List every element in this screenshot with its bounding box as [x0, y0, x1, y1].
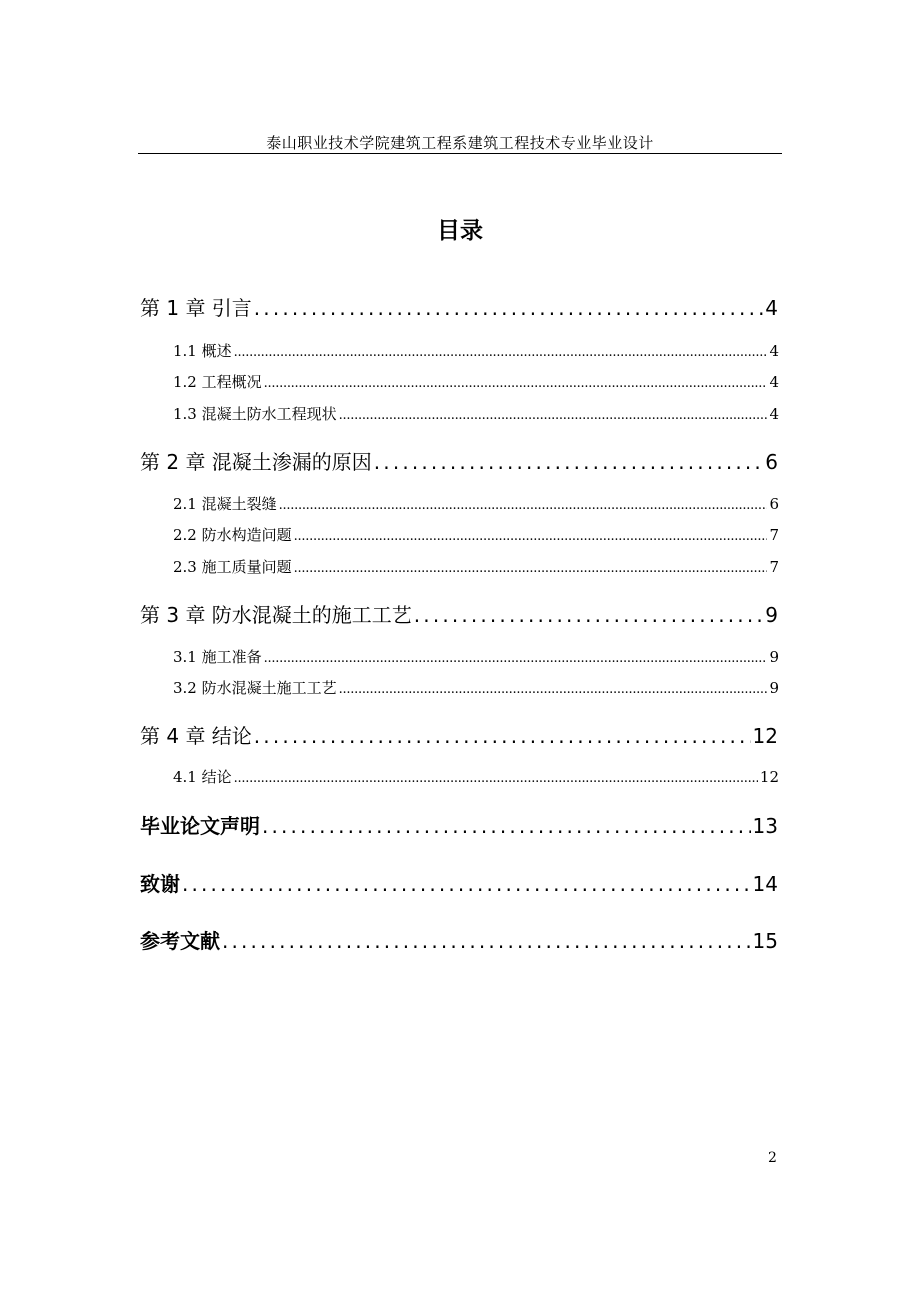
toc-entry-3-2[interactable]	[173, 677, 779, 698]
toc-entry-page: 14	[752, 872, 778, 896]
toc-leader-dots	[294, 561, 768, 576]
toc-leader-dots	[374, 450, 763, 474]
toc-title: 目录	[437, 218, 483, 244]
header-rule	[138, 153, 782, 154]
running-header: 泰山职业技术学院建筑工程系建筑工程技术专业毕业设计	[266, 134, 654, 152]
toc-entry-2-2[interactable]	[173, 524, 779, 545]
toc-entry-label: 3.1 施工准备	[173, 648, 262, 666]
toc-entry-page: 15	[752, 929, 778, 953]
toc-entry-page: 13	[752, 814, 778, 838]
toc-leader-dots	[234, 771, 758, 786]
toc-leader-dots	[414, 603, 763, 627]
toc-leader-dots	[279, 498, 768, 513]
toc-entry-label: 4.1 结论	[173, 768, 232, 786]
toc-leader-dots	[262, 814, 751, 838]
toc-entry-label: 1.2 工程概况	[173, 373, 262, 391]
toc-entry-label: 毕业论文声明	[140, 814, 260, 838]
toc-leader-dots	[254, 296, 763, 320]
toc-leader-dots	[254, 724, 751, 748]
toc-entry-page: 4	[769, 405, 779, 423]
toc-leader-dots	[339, 682, 768, 697]
toc-entry-label: 2.1 混凝土裂缝	[173, 495, 277, 513]
toc-entry-3-1[interactable]	[173, 646, 779, 667]
toc-leader-dots	[222, 929, 751, 953]
toc-entry-acknowledgements[interactable]	[140, 868, 778, 897]
toc-entry-page: 7	[769, 526, 779, 544]
toc-entry-page: 6	[765, 450, 778, 474]
toc-entry-label: 第 1 章 引言	[140, 296, 252, 320]
toc-entry-label: 2.2 防水构造问题	[173, 526, 292, 544]
toc-leader-dots	[339, 408, 768, 423]
toc-entry-label: 致谢	[140, 872, 180, 896]
toc-entry-label: 2.3 施工质量问题	[173, 558, 292, 576]
toc-leader-dots	[264, 651, 768, 666]
toc-entry-label: 第 3 章 防水混凝土的施工工艺	[140, 603, 412, 627]
toc-entry-chapter-4[interactable]	[140, 720, 778, 749]
toc-entry-label: 3.2 防水混凝土施工工艺	[173, 679, 337, 697]
toc-entry-declaration[interactable]	[140, 810, 778, 839]
toc-entry-label: 参考文献	[140, 929, 220, 953]
toc-entry-label: 1.3 混凝土防水工程现状	[173, 405, 337, 423]
toc-leader-dots	[234, 345, 768, 360]
toc-leader-dots	[182, 872, 751, 896]
toc-entry-page: 7	[769, 558, 779, 576]
toc-entry-page: 9	[765, 603, 778, 627]
toc-entry-label: 第 4 章 结论	[140, 724, 252, 748]
toc-entry-page: 4	[769, 373, 779, 391]
toc-entry-page: 9	[769, 648, 779, 666]
toc-entry-page: 9	[769, 679, 779, 697]
toc-entry-label: 第 2 章 混凝土渗漏的原因	[140, 450, 372, 474]
toc-leader-dots	[264, 376, 768, 391]
toc-entry-1-2[interactable]	[173, 371, 779, 392]
toc-entry-page: 12	[759, 768, 779, 786]
toc-entry-2-3[interactable]	[173, 556, 779, 577]
toc-entry-chapter-1[interactable]	[140, 292, 778, 321]
toc-leader-dots	[294, 529, 768, 544]
toc-entry-chapter-2[interactable]	[140, 446, 778, 475]
toc-entry-2-1[interactable]	[173, 493, 779, 514]
toc-entry-chapter-3[interactable]	[140, 599, 778, 628]
toc-entry-1-3[interactable]	[173, 403, 779, 424]
toc-entry-label: 1.1 概述	[173, 342, 232, 360]
page-number: 2	[768, 1150, 777, 1166]
toc-entry-4-1[interactable]	[173, 766, 779, 787]
toc-entry-page: 6	[769, 495, 779, 513]
toc-entry-references[interactable]	[140, 925, 778, 954]
toc-entry-page: 4	[765, 296, 778, 320]
toc-entry-1-1[interactable]	[173, 340, 779, 361]
toc-entry-page: 4	[769, 342, 779, 360]
toc-entry-page: 12	[752, 724, 778, 748]
